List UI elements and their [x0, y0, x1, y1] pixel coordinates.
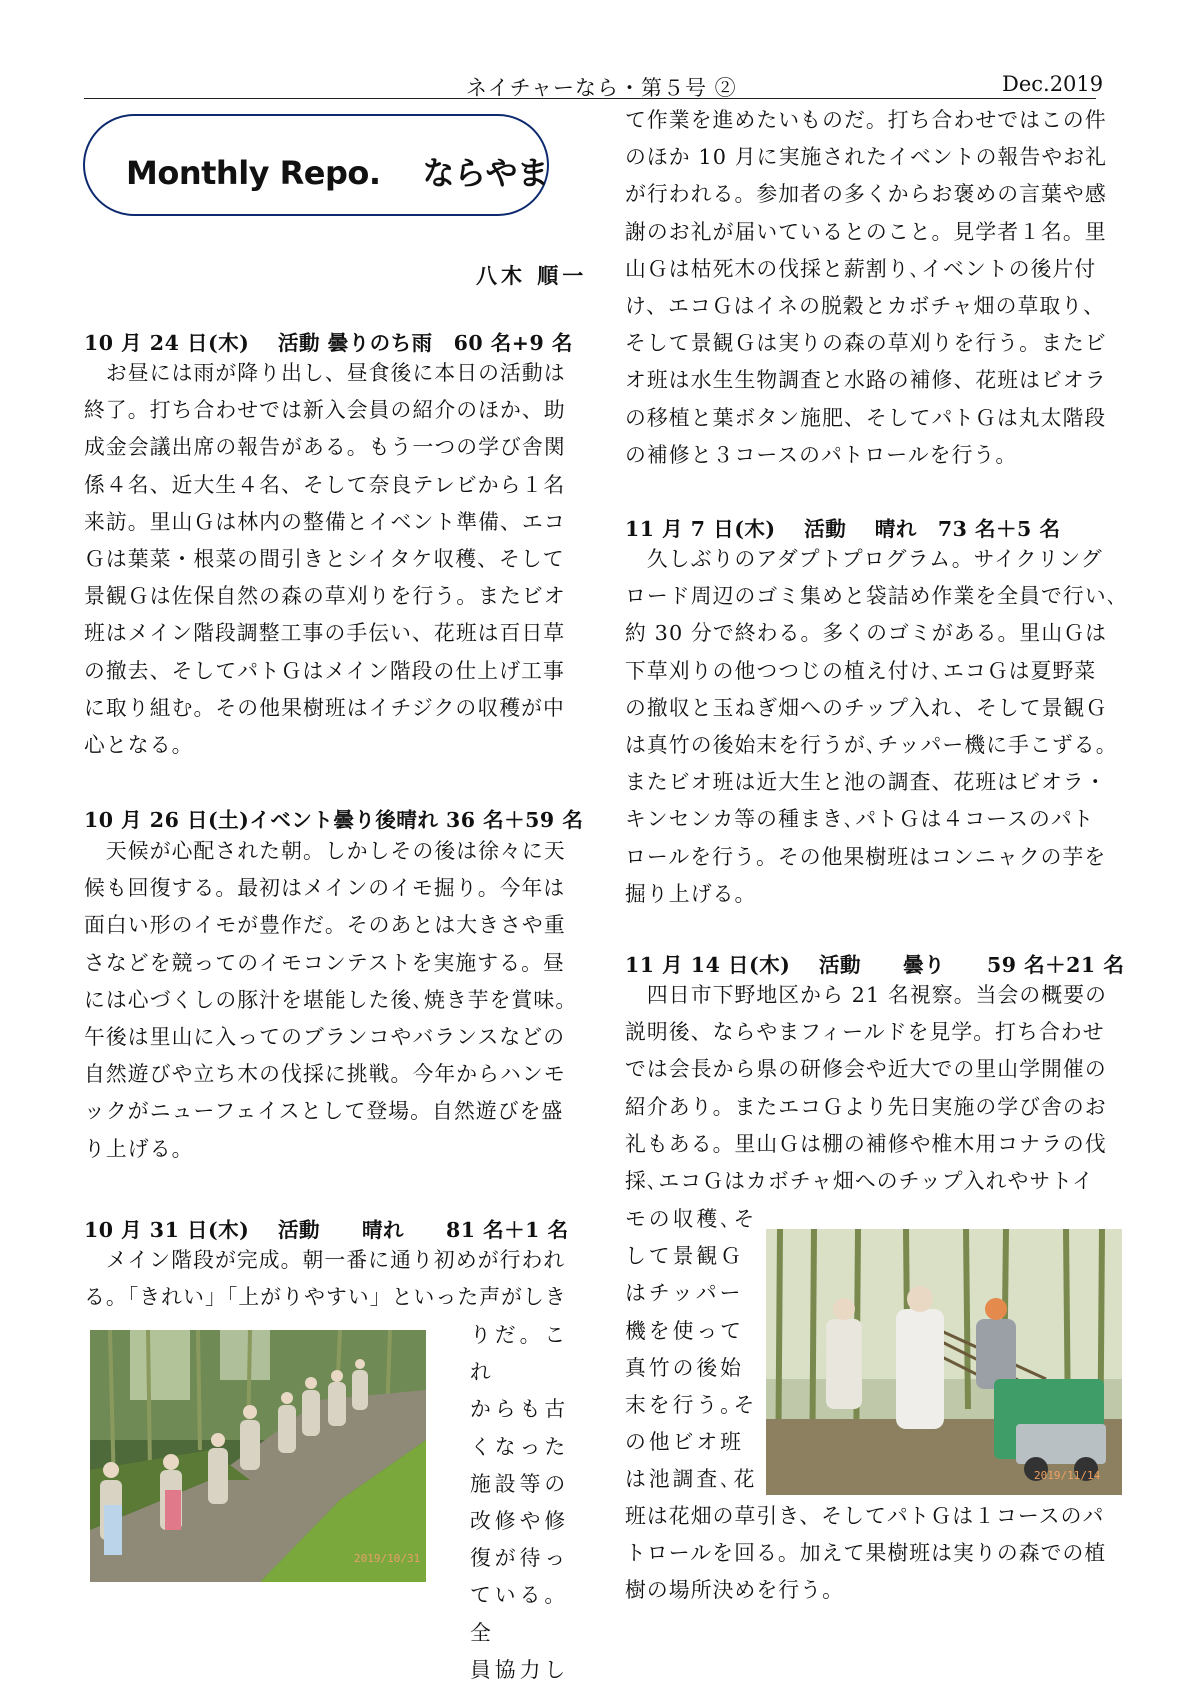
text-line: またビオ班は近大生と池の調査、花班はビオラ・	[625, 770, 1107, 795]
text-line: 樹の場所決めを行う。	[625, 1578, 844, 1603]
text-line: 久しぶりのアダプトプログラム。サイクリング	[625, 547, 1103, 571]
photo-date-stamp: 2019/10/31	[354, 1552, 421, 1565]
photo-stairs-walk-image	[90, 1330, 426, 1582]
wrapped-text-oct31	[470, 1317, 590, 1689]
text-line: 掘り上げる。	[625, 881, 757, 906]
author-name: 八木 順一	[476, 263, 588, 288]
title-left: Monthly Repo.	[126, 154, 381, 192]
text-line: 係４名、近大生４名、そして奈良テレビから１名	[84, 472, 566, 497]
text-line: て作業を進めたいものだ。打ち合わせではこの件	[625, 108, 1107, 132]
text-line: 員協力し	[470, 1657, 570, 1682]
text-line: 説明後、ならやまフィールドを見学。打ち合わせ	[625, 1020, 1105, 1045]
text-line: 天候が心配された朝。しかしその後は徐々に天	[84, 839, 566, 863]
section-heading-nov14: 11 月 14 日(木) 活動 曇り 59 名＋21 名	[625, 953, 1125, 977]
text-line: の撤収と玉ねぎ畑へのチップ入れ、そして景観Ｇ	[625, 695, 1108, 720]
continued-text	[625, 102, 1135, 474]
text-line: る。「きれい」「上がりやすい」といった声がしき	[84, 1285, 567, 1310]
section-body-oct31	[84, 1242, 584, 1316]
photo-stairs-walk	[90, 1330, 426, 1582]
text-line: ックがニューフェイスとして登場。自然遊びを盛	[84, 1099, 564, 1124]
section-heading-oct26: 10 月 26 日(土)イベント曇り後晴れ 36 名＋59 名	[84, 808, 584, 832]
text-line: 心となる。	[84, 733, 194, 758]
text-line: 面白い形のイモが豊作だ。そのあとは大きさや重	[84, 913, 566, 938]
text-line: はチッパー	[625, 1281, 744, 1306]
text-line: 施設等の	[470, 1471, 570, 1496]
section-body-nov14	[625, 977, 1135, 1200]
photo-date-stamp: 2019/11/14	[1034, 1469, 1101, 1482]
title-right: ならやま	[422, 154, 549, 192]
text-line: には心づくしの豚汁を堪能した後､焼き芋を賞味。	[84, 987, 578, 1012]
text-line: の移植と葉ボタン施肥、そしてパトＧは丸太階段	[625, 405, 1107, 430]
text-line: に取り組む。その他果樹班はイチジクの収穫が中	[84, 695, 565, 720]
text-line: 下草刈りの他つつじの植え付け､エコＧは夏野菜	[625, 658, 1097, 683]
text-line: 成金会議出席の報告がある。もう一つの学び舎関	[84, 435, 566, 460]
text-line: くなった	[470, 1434, 570, 1459]
text-line: して景観Ｇ	[625, 1244, 744, 1269]
text-line: 候も回復する。最初はメインのイモ掘り。今年は	[84, 876, 566, 901]
text-line: 班はメイン階段調整工事の手伝い、花班は百日草	[84, 621, 566, 646]
section-heading-oct31: 10 月 31 日(木) 活動 晴れ 81 名＋1 名	[84, 1218, 569, 1242]
text-line: 午後は里山に入ってのブランコやバランスなどの	[84, 1025, 566, 1050]
text-line: メイン階段が完成。朝一番に通り初めが行われ	[84, 1248, 566, 1272]
running-title: ネイチャーなら・第５号 ②	[466, 76, 737, 100]
text-line: が行われる。参加者の多くからお褒めの言葉や感	[625, 182, 1107, 207]
text-line: 真竹の後始	[625, 1355, 744, 1380]
text-line: ロード周辺のゴミ集めと袋詰め作業を全員で行い､	[625, 584, 1119, 609]
text-line: トロールを回る。加えて果樹班は実りの森での植	[625, 1541, 1107, 1566]
issue-date: Dec.2019	[1002, 72, 1104, 96]
header-rule	[84, 98, 1096, 99]
text-line: 紹介あり。またエコＧより先日実施の学び舎のお	[625, 1094, 1107, 1119]
text-line: さなどを競ってのイモコンテストを実施する。昼	[84, 950, 565, 975]
text-line: では会長から県の研修会や近大での里山学開催の	[625, 1057, 1107, 1082]
text-line: 末を行う｡そ	[625, 1393, 758, 1418]
text-line: 終了。打ち合わせでは新入会員の紹介のほか、助	[84, 398, 566, 423]
wrapped-text-nov14	[625, 1201, 760, 1499]
text-line: 四日市下野地区から 21 名視察。当会の概要の	[625, 983, 1108, 1007]
text-line: モの収穫､そ	[625, 1207, 758, 1231]
text-line: 班は花畑の草引き、そしてパトＧは１コースのパ	[625, 1504, 1105, 1528]
text-line: は真竹の後始末を行うが､チッパー機に手こずる。	[625, 733, 1118, 758]
text-line: お昼には雨が降り出し、昼食後に本日の活動は	[84, 361, 566, 385]
text-line: 景観Ｇは佐保自然の森の草刈りを行う。またビオ	[84, 584, 566, 609]
text-line: は池調査､花	[625, 1467, 758, 1492]
text-line: ロールを行う。その他果樹班はコンニャクの芋を	[625, 844, 1107, 869]
text-line: 改修や修	[470, 1509, 570, 1534]
text-line: からも古	[470, 1397, 570, 1422]
text-line: 山Ｇは枯死木の伐採と薪割り､イベントの後片付	[625, 256, 1097, 281]
text-line: の他ビオ班	[625, 1430, 744, 1455]
photo-bamboo-chipper	[766, 1229, 1122, 1495]
text-line: のほか 10 月に実施されたイベントの報告やお礼	[625, 145, 1108, 170]
text-line: ている。全	[470, 1583, 570, 1645]
text-line: Ｇは葉菜・根菜の間引きとシイタケ収穫、そして	[84, 547, 565, 572]
text-line: 復が待っ	[470, 1546, 570, 1571]
section-body-oct24	[84, 355, 584, 764]
text-line: け、エコＧはイネの脱穀とカボチャ畑の草取り、	[625, 294, 1106, 319]
text-line: 機を使って	[625, 1318, 744, 1343]
photo-bamboo-chipper-image	[766, 1229, 1122, 1495]
text-line: の撤去、そしてパトＧはメイン階段の仕上げ工事	[84, 658, 565, 683]
section-body-nov7	[625, 541, 1135, 913]
text-line: そして景観Ｇは実りの森の草刈りを行う。またビ	[625, 331, 1107, 356]
text-line: の補修と３コースのパトロールを行う。	[625, 442, 1018, 467]
text-line: 礼もある。里山Ｇは棚の補修や椎木用コナラの伐	[625, 1131, 1107, 1156]
section-heading-nov7: 11 月 7 日(木) 活動 晴れ 73 名＋5 名	[625, 517, 1061, 541]
text-line: 約 30 分で終わる。多くのゴミがある。里山Ｇは	[625, 621, 1108, 646]
text-line: オ班は水生生物調査と水路の補修、花班はビオラ	[625, 368, 1107, 393]
section-body-oct26	[84, 833, 584, 1168]
text-line: 謝のお礼が届いているとのこと。見学者１名。里	[625, 219, 1107, 244]
text-line: り上げる。	[84, 1136, 194, 1161]
section-heading-oct24: 10 月 24 日(木) 活動 曇りのち雨 60 名+9 名	[84, 331, 573, 355]
text-line: 自然遊びや立ち木の伐採に挑戦。今年からハンモ	[84, 1062, 566, 1087]
text-line: りだ。これ	[470, 1323, 570, 1385]
text-line: 採､エコＧはカボチャ畑へのチップ入れやサトイ	[625, 1169, 1095, 1194]
text-line: キンセンカ等の種まき､パトＧは４コースのパト	[625, 807, 1095, 832]
section-tail-nov14	[625, 1498, 1135, 1610]
text-line: 来訪。里山Ｇは林内の整備とイベント準備、エコ	[84, 509, 566, 534]
page-title	[126, 148, 549, 194]
